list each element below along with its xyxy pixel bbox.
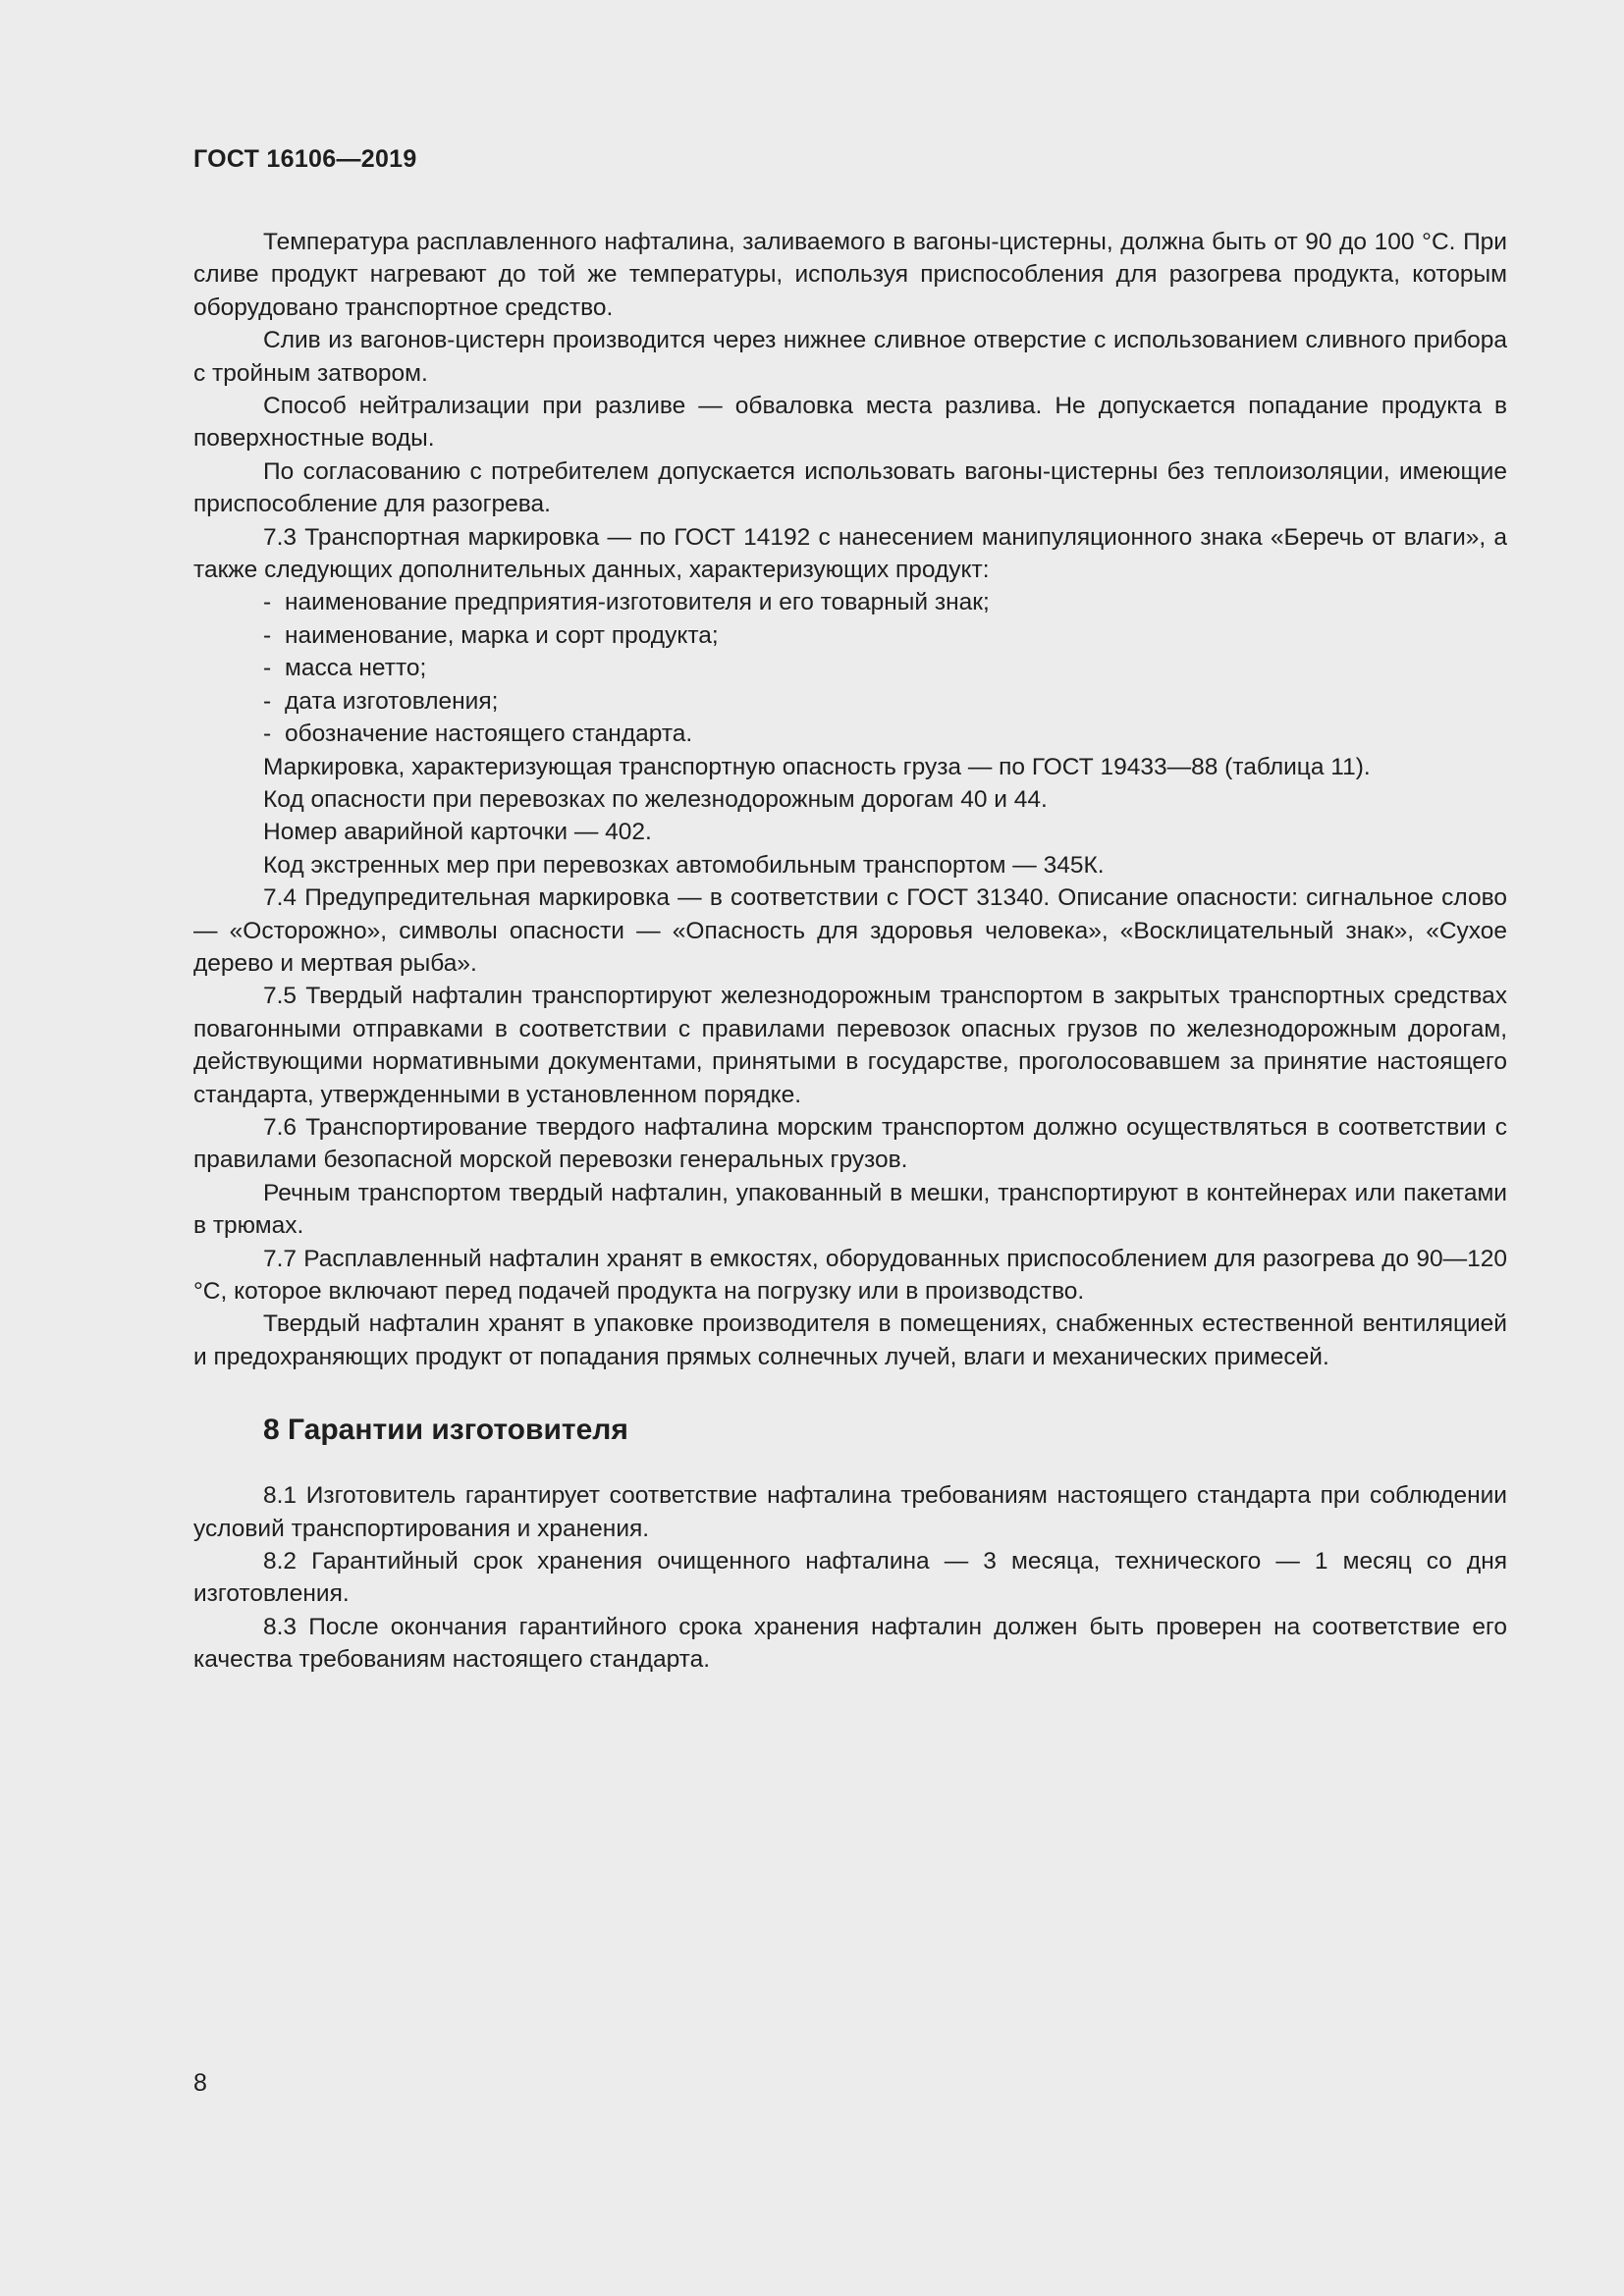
page-number: 8 xyxy=(193,2069,207,2097)
paragraph-7-3: 7.3 Транспортная маркировка — по ГОСТ 14192 с нанесением манипуляционного знака «Беречь от влаги», а также следующих дополнительных данных, характеризующих продукт: xyxy=(193,523,1507,584)
list-item: - дата изготовления; xyxy=(193,685,1507,718)
list-item: - обозначение настоящего стандарта. xyxy=(193,718,1507,750)
list-dash: - xyxy=(263,655,272,682)
list-item: - наименование, марка и сорт продукта; xyxy=(193,619,1507,652)
paragraph: Температура расплавленного нафталина, заливаемого в вагоны-цистерны, должна быть от 90 до 100 °С. При сливе продукт нагревают до той же температуры, используя приспособления для разогрева продукта, которым оборудовано транспортное средство. xyxy=(193,229,1507,321)
section-title: 8 Гарантии изготовителя xyxy=(263,1414,628,1447)
paragraph-8-1: 8.1 Изготовитель гарантирует соответствие нафталина требованиям настоящего стандарта при соблюдении условий транспортирования и хранения. xyxy=(193,1482,1507,1542)
paragraph: Номер аварийной карточки — 402. xyxy=(263,819,652,846)
paragraph: Твердый нафталин хранят в упаковке производителя в помещениях, снабженных естественной вентиляцией и предохраняющих продукт от попадания прямых солнечных лучей, влаги и механических примесей. xyxy=(193,1310,1507,1370)
paragraph: Речным транспортом твердый нафталин, упакованный в мешки, транспортируют в контейнерах или пакетами в трюмах. xyxy=(193,1179,1507,1240)
paragraph: Код экстренных мер при перевозках автомобильным транспортом — 345К. xyxy=(263,851,1105,879)
paragraph-8-2: 8.2 Гарантийный срок хранения очищенного нафталина — 3 месяца, технического — 1 месяц со дня изготовления. xyxy=(193,1548,1507,1608)
paragraph: Код опасности при перевозках по железнодорожным дорогам 40 и 44. xyxy=(263,785,1048,813)
paragraph-7-4: 7.4 Предупредительная маркировка — в соответствии с ГОСТ 31340. Описание опасности: сигнальное слово — «Осторожно», символы опасности — «Опасность для здоровья человека», «Восклицательный знак», «Сухое дерево и мертвая рыба». xyxy=(193,884,1507,977)
paragraph-7-5: 7.5 Твердый нафталин транспортируют железнодорожным транспортом в закрытых транспортных средствах повагонными отправками в соответствии с правилами перевозок опасных грузов по железнодорожным дорогам, действующими нормативными документами, принятыми в государстве, проголосовавшем за принятие настоящего стандарта, утвержденными в установленном порядке. xyxy=(193,983,1507,1108)
paragraph-7-7: 7.7 Расплавленный нафталин хранят в емкостях, оборудованных приспособлением для разогрева до 90—120 °С, которое включают перед подачей продукта на погрузку или в производство. xyxy=(193,1245,1507,1305)
list-item: - масса нетто; xyxy=(193,652,1507,684)
paragraph: Слив из вагонов-цистерн производится через нижнее сливное отверстие с использованием сливного прибора с тройным затвором. xyxy=(193,327,1507,387)
list-item: - наименование предприятия-изготовителя и его товарный знак; xyxy=(193,586,1507,618)
list-dash: - xyxy=(263,621,272,649)
list-dash: - xyxy=(263,589,272,616)
paragraph: Маркировка, характеризующая транспортную опасность груза — по ГОСТ 19433—88 (таблица 11). xyxy=(263,753,1371,780)
document-body xyxy=(193,226,1507,1677)
paragraph: По согласованию с потребителем допускается использовать вагоны-цистерны без теплоизоляции, имеющие приспособление для разогрева. xyxy=(193,457,1507,518)
list-dash: - xyxy=(263,721,272,748)
paragraph: Способ нейтрализации при разливе — обваловка места разлива. Не допускается попадание продукта в поверхностные воды. xyxy=(193,393,1507,453)
list-dash: - xyxy=(263,687,272,715)
document-code-header: ГОСТ 16106—2019 xyxy=(193,145,417,173)
marking-list xyxy=(193,586,1507,750)
paragraph-8-3: 8.3 После окончания гарантийного срока хранения нафталин должен быть проверен на соответствие его качества требованиям настоящего стандарта. xyxy=(193,1613,1507,1674)
paragraph-7-6: 7.6 Транспортирование твердого нафталина морским транспортом должно осуществляться в соответствии с правилами безопасной морской перевозки генеральных грузов. xyxy=(193,1113,1507,1174)
